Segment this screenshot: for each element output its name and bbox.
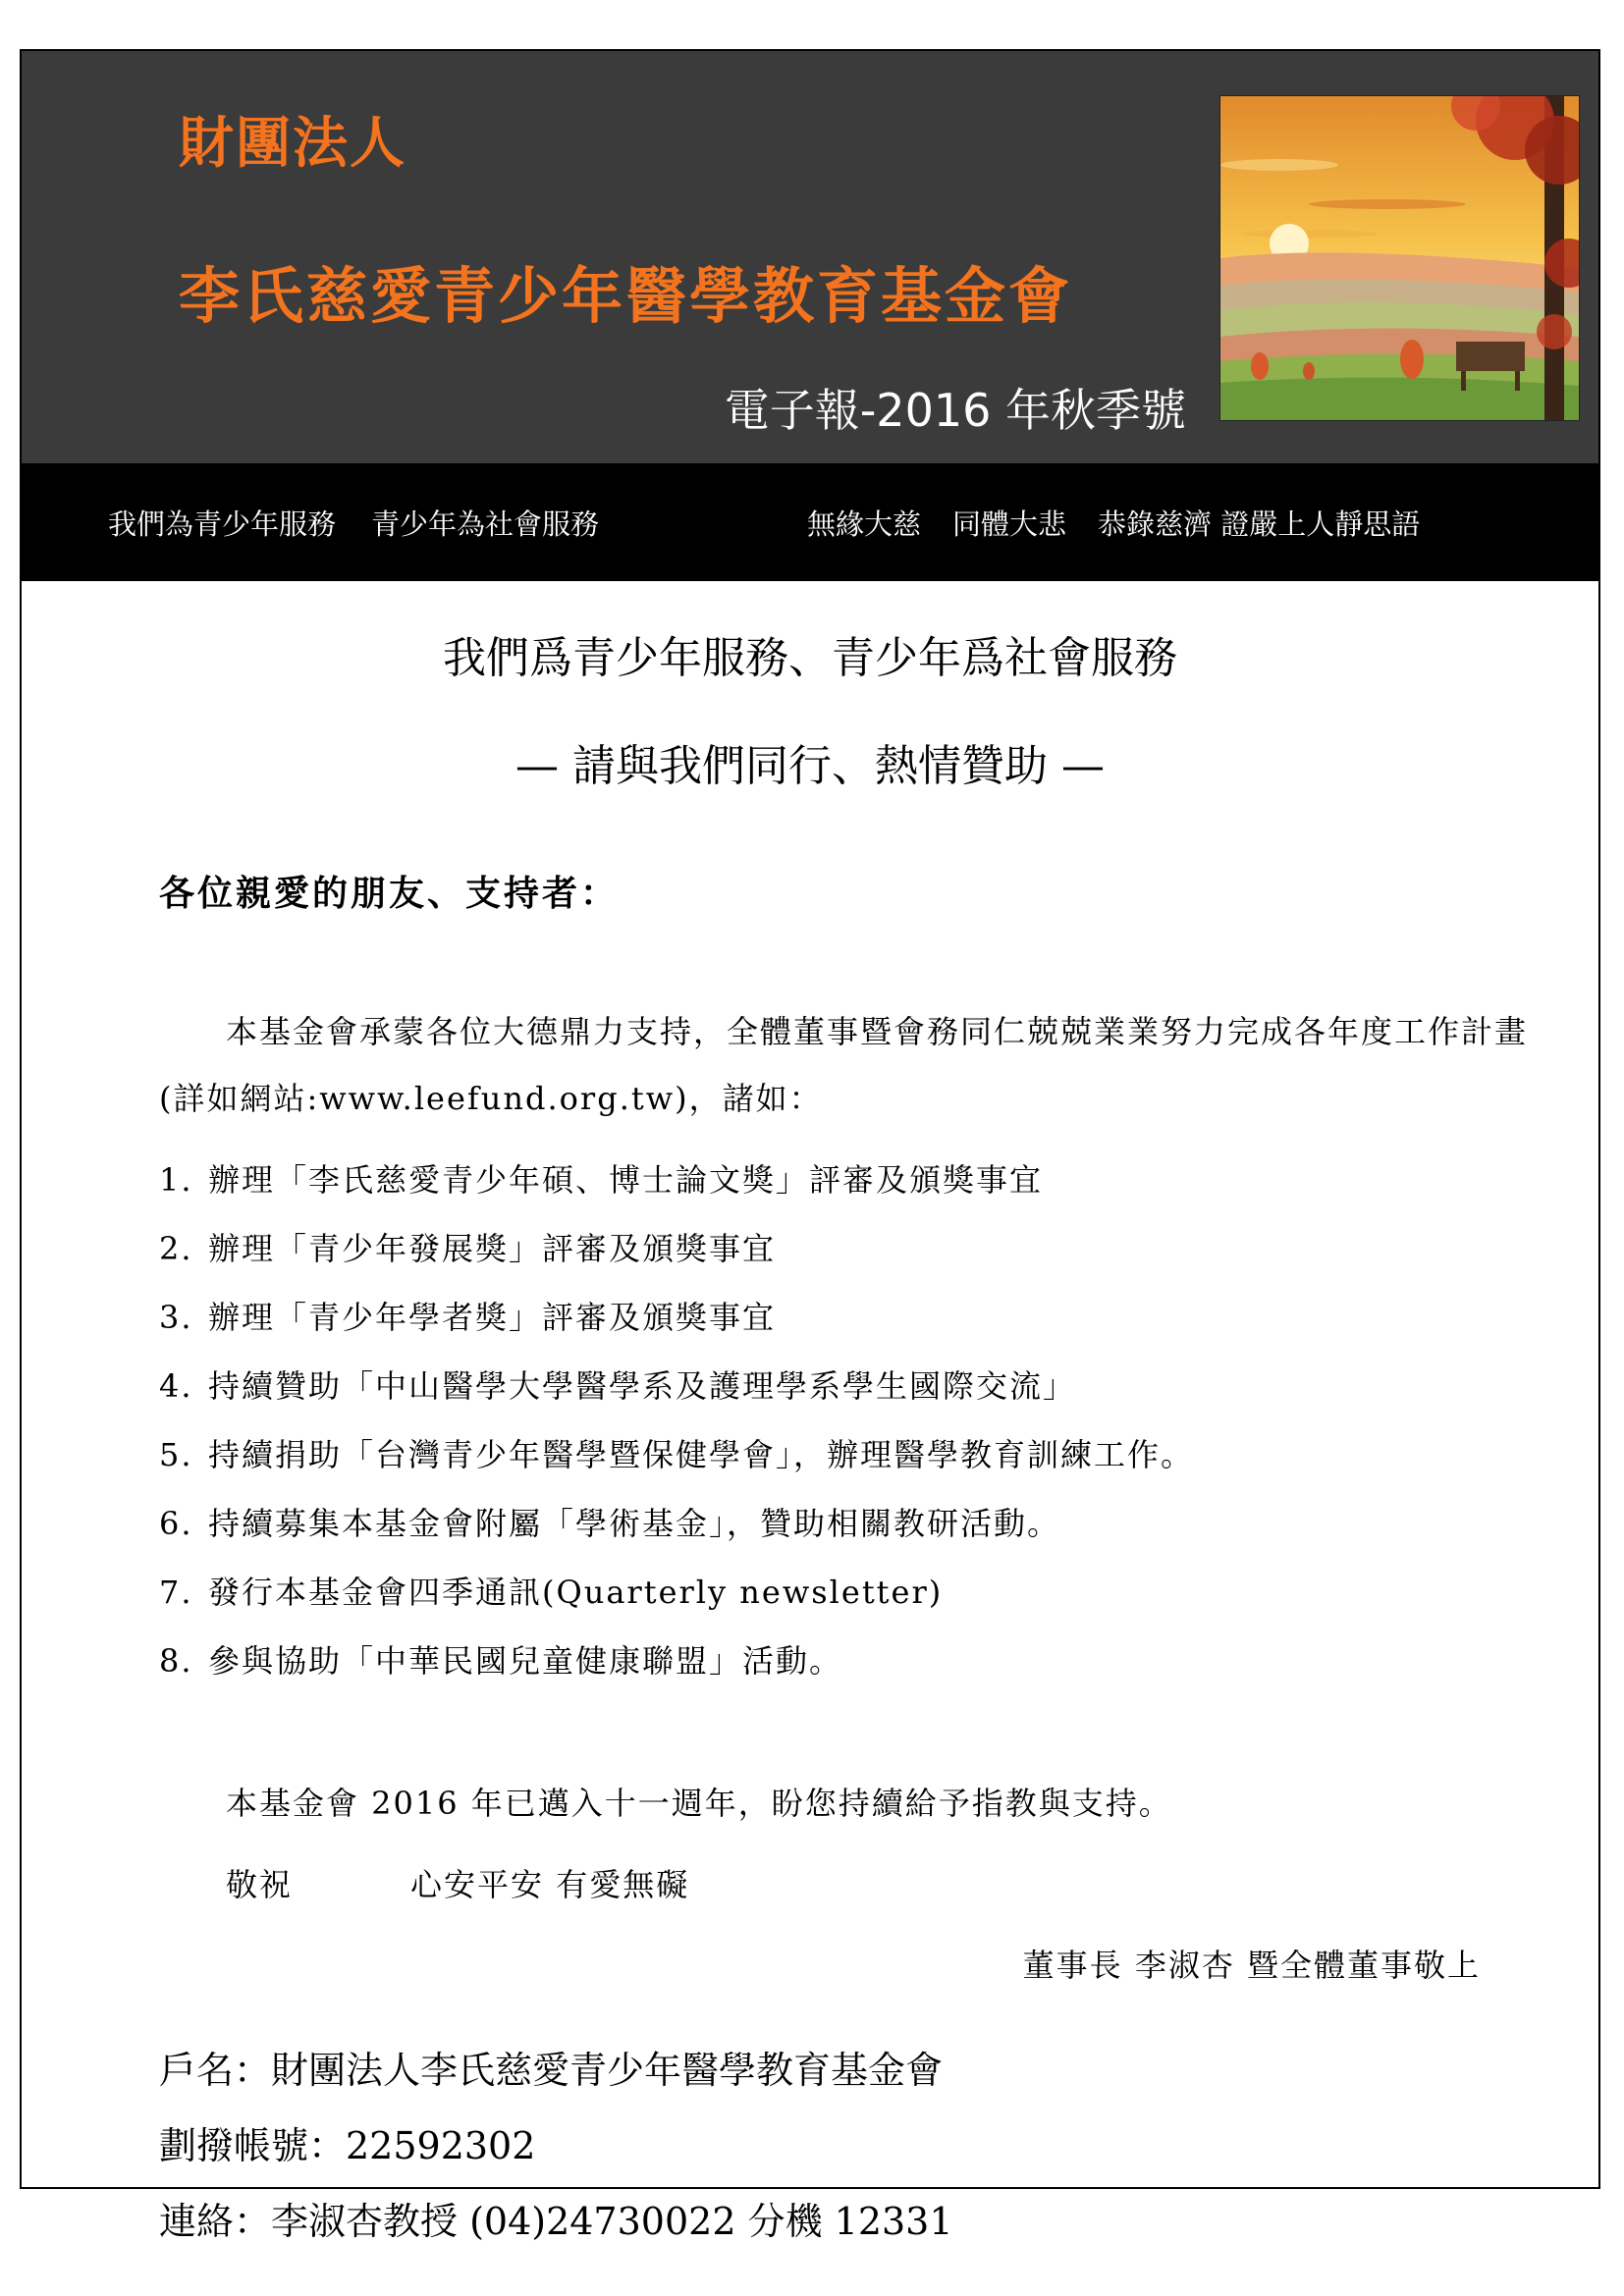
contact-info: 連絡：李淑杏教授 (04)24730022 分機 12331 bbox=[159, 2200, 953, 2243]
item-number: 8. bbox=[159, 1642, 193, 1680]
salute-word: 敬祝 bbox=[226, 1866, 294, 1903]
list-item bbox=[159, 1146, 1194, 1214]
org-prefix: 財團法人 bbox=[179, 112, 406, 176]
org-name: 李氏慈愛青少年醫學教育基金會 bbox=[179, 260, 1073, 332]
slogan-item: 青少年為社會服務 bbox=[371, 507, 600, 541]
list-item bbox=[159, 1214, 1194, 1283]
item-number: 2. bbox=[159, 1230, 193, 1267]
list-item bbox=[159, 1283, 1194, 1352]
main-title: 我們爲青少年服務、青少年爲社會服務 bbox=[443, 633, 1177, 683]
work-item-list bbox=[159, 1146, 1194, 1695]
list-item bbox=[159, 1627, 1194, 1695]
slogan-item: 我們為青少年服務 bbox=[108, 507, 337, 541]
newsletter-page bbox=[20, 49, 1600, 2243]
list-item bbox=[159, 1352, 1194, 1420]
item-number: 6. bbox=[159, 1505, 193, 1542]
letter-intro: 本基金會承蒙各位大德鼎力支持，全體董事暨會務同仁兢兢業業努力完成各年度工作計畫(詳如網站:www.leefund.org.tw)，諸如： bbox=[159, 1013, 1529, 1117]
letter-greeting: 各位親愛的朋友、支持者： bbox=[159, 873, 620, 914]
item-number: 4. bbox=[159, 1367, 193, 1405]
autumn-landscape-illustration bbox=[1219, 95, 1580, 421]
account-number: 劃撥帳號：22592302 bbox=[159, 2124, 536, 2167]
list-item bbox=[159, 1420, 1194, 1489]
item-text: 參與協助「中華民國兒童健康聯盟」活動。 bbox=[208, 1642, 843, 1680]
item-text: 持續贊助「中山醫學大學醫學系及護理學系學生國際交流」 bbox=[208, 1367, 1077, 1405]
header-band bbox=[22, 51, 1598, 463]
slogan-item: 同體大悲 bbox=[952, 507, 1067, 541]
slogan-service bbox=[108, 503, 634, 543]
item-text: 辦理「青少年發展獎」評審及頒獎事宜 bbox=[208, 1230, 777, 1267]
slogan-bar bbox=[22, 463, 1598, 581]
letter-salutation bbox=[226, 1860, 689, 1905]
item-text: 辦理「青少年學者獎」評審及頒獎事宜 bbox=[208, 1299, 777, 1336]
letter-closing: 本基金會 2016 年已邁入十一週年，盼您持續給予指教與支持。 bbox=[226, 1785, 1172, 1822]
list-item bbox=[159, 1489, 1194, 1558]
slogan-jingsi bbox=[807, 503, 1420, 543]
issue-label: 電子報-2016 年秋季號 bbox=[724, 384, 1186, 437]
salute-wish: 心安平安 有愛無礙 bbox=[410, 1866, 690, 1903]
sub-title: — 請與我們同行、熱情贊助 — bbox=[515, 741, 1105, 791]
item-number: 7. bbox=[159, 1574, 193, 1611]
letter-signature: 董事長 李淑杏 暨全體董事敬上 bbox=[1022, 1947, 1481, 1984]
item-text: 持續捐助「台灣青少年醫學暨保健學會」，辦理醫學教育訓練工作。 bbox=[208, 1436, 1195, 1473]
slogan-item: 恭錄慈濟 證嚴上人靜思語 bbox=[1098, 507, 1421, 541]
item-number: 5. bbox=[159, 1436, 193, 1473]
item-text: 持續募集本基金會附屬「學術基金」，贊助相關教研活動。 bbox=[208, 1505, 1061, 1542]
item-number: 1. bbox=[159, 1161, 193, 1199]
item-text: 發行本基金會四季通訊(Quarterly newsletter) bbox=[208, 1574, 944, 1611]
slogan-item: 無緣大慈 bbox=[807, 507, 922, 541]
item-number: 3. bbox=[159, 1299, 193, 1336]
account-name: 戶名：財團法人李氏慈愛青少年醫學教育基金會 bbox=[159, 2049, 944, 2092]
list-item bbox=[159, 1558, 1194, 1627]
item-text: 辦理「李氏慈愛青少年碩、博士論文獎」評審及頒獎事宜 bbox=[208, 1161, 1044, 1199]
